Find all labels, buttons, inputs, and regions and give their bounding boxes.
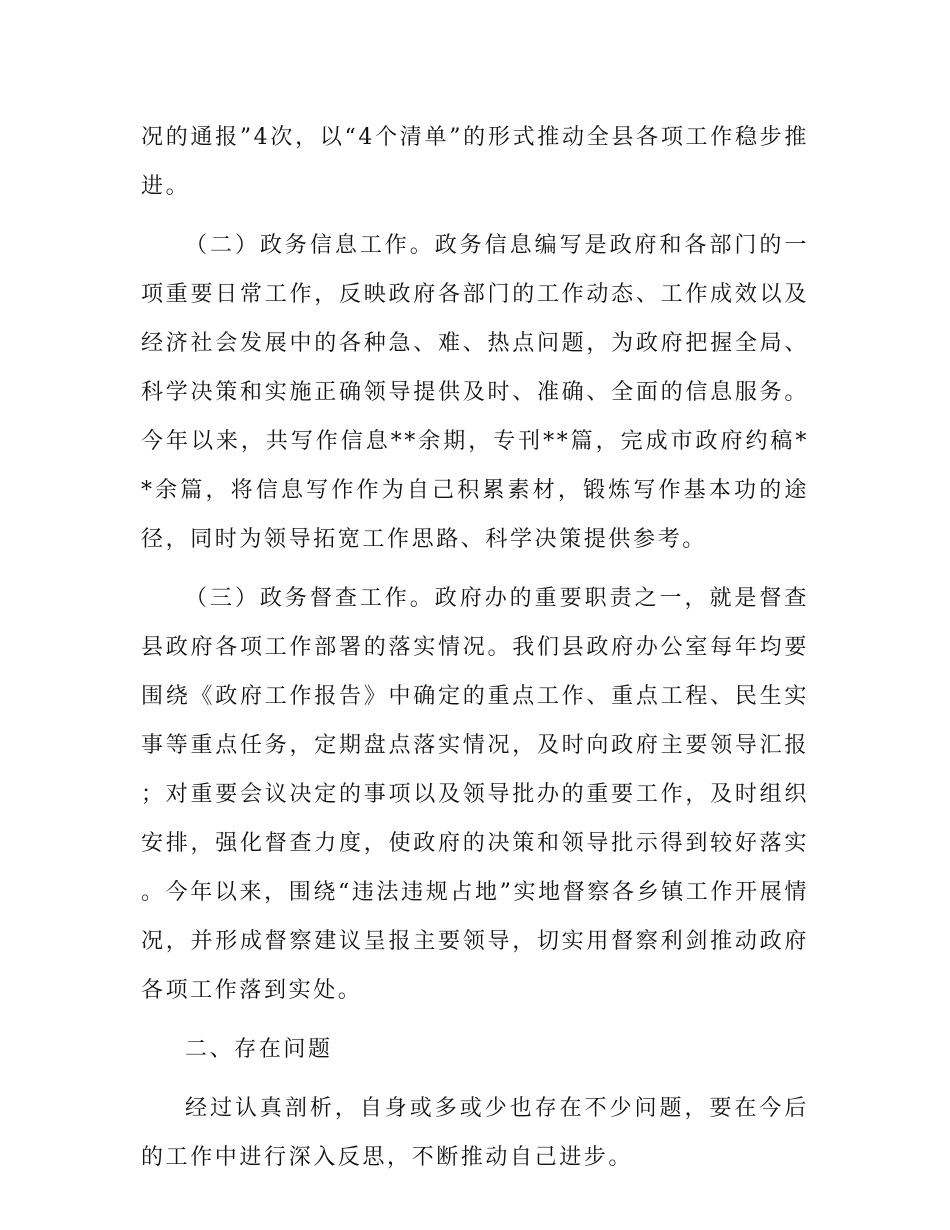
paragraph-government-supervision: （三）政务督查工作。政府办的重要职责之一，就是督查县政府各项工作部署的落实情况。我们县政府办公室每年均要围绕《政府工作报告》中确定的重点工作、重点工程、民生实事等重点任务，定期盘点落实情况，及时向政府主要领导汇报；对重要会议决定的事项以及领导批办的重要工作，及时组织安排，强化督查力度，使政府的决策和领导批示得到较好落实。今年以来，围绕“违法违规占地”实地督察各乡镇工作开展情况，并形成督察建议呈报主要领导，切实用督察利剑推动政府各项工作落到实处。	[141, 586, 809, 1003]
section-heading-problems: 二、存在问题	[185, 1037, 333, 1062]
paragraph-continuation: 况的通报”4次，以“4个清单”的形式推动全县各项工作稳步推进。	[141, 125, 809, 199]
document-body	[141, 113, 809, 1192]
paragraph-government-information: （二）政务信息工作。政务信息编写是政府和各部门的一项重要日常工作，反映政府各部门的工作动态、工作成效以及经济社会发展中的各种急、难、热点问题，为政府把握全局、科学决策和实施正确领导提供及时、准确、全面的信息服务。今年以来，共写作信息**余期，专刊**篇，完成市政府约稿**余篇，将信息写作作为自己积累素材，锻炼写作基本功的途径，同时为领导拓宽工作思路、科学决策提供参考。	[141, 233, 809, 552]
paragraph-problems-intro: 经过认真剖析，自身或多或少也存在不少问题，要在今后的工作中进行深入反思，不断推动自己进步。	[141, 1096, 809, 1170]
